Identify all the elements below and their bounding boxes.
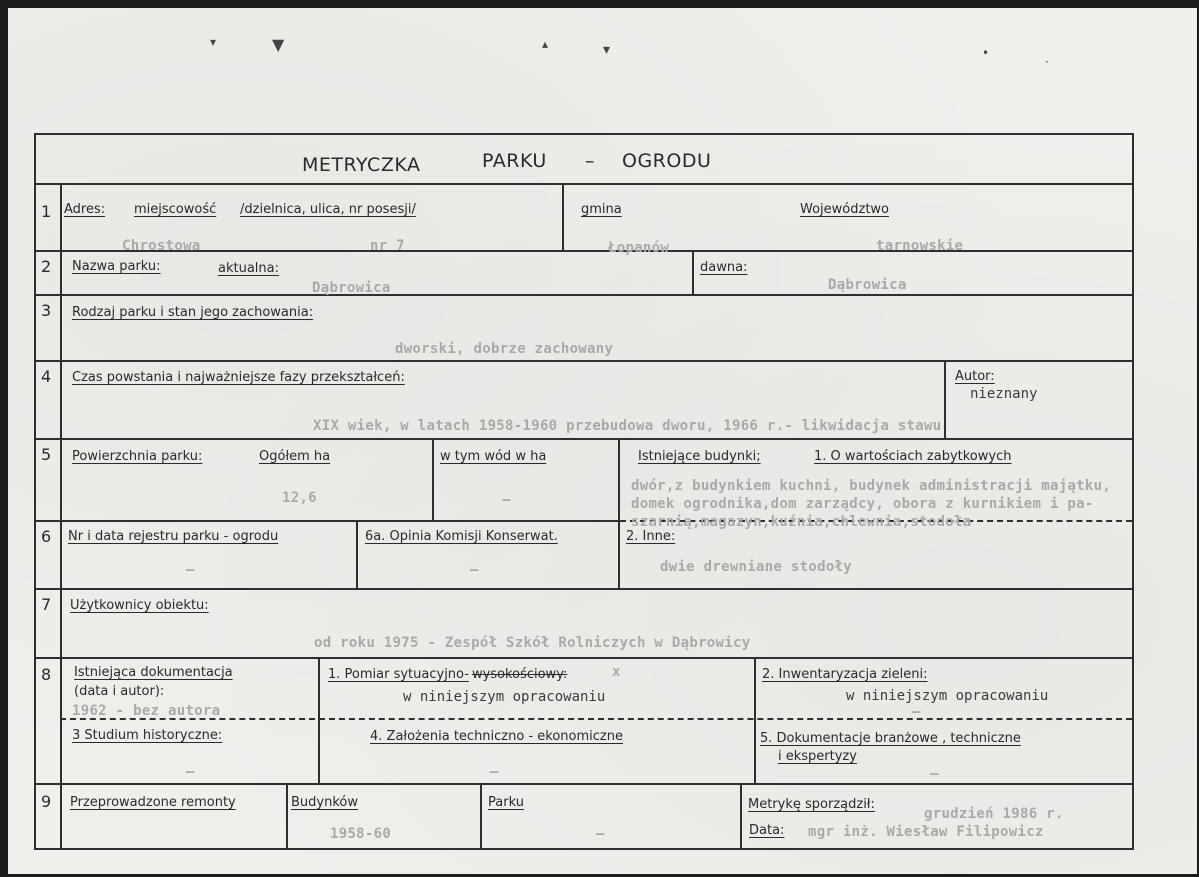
- data-value: grudzień 1986 r.: [924, 806, 1064, 822]
- col-line: [562, 183, 564, 250]
- dokumentacja-label-line2: (data i autor):: [74, 684, 165, 699]
- remonty-label: Przeprowadzone remonty: [70, 795, 236, 810]
- parku-value: –: [596, 826, 605, 842]
- dokumentacja-value: 1962 - bez autora: [72, 703, 221, 719]
- dokumentacje-label-line1: 5. Dokumentacje branżowe , techniczne: [760, 731, 1021, 746]
- data-label: Data:: [749, 823, 785, 838]
- istniejace-budynki-label: Istniejące budynki;: [638, 449, 761, 464]
- scan-mark: ▾: [603, 42, 611, 58]
- gmina-label: gmina: [581, 202, 622, 217]
- title-metryczka: METRYCZKA: [302, 154, 421, 176]
- col-line: [432, 438, 434, 520]
- parku-label: Parku: [488, 795, 524, 810]
- col-line: [740, 783, 742, 850]
- sporzadzil-value: mgr inż. Wiesław Filipowicz: [808, 824, 1044, 840]
- opinia-komisji-label: 6a. Opinia Komisji Konserwat.: [365, 529, 558, 544]
- czas-value: XIX wiek, w latach 1958-1960 przebudowa dworu, 1966 r.- likwidacja stawu: [313, 418, 942, 434]
- scan-mark: ▾: [210, 35, 217, 49]
- title-parku: PARKU: [482, 150, 547, 172]
- scan-mark: ·: [1045, 55, 1049, 69]
- row-separator: [34, 657, 1134, 659]
- scan-mark: •: [982, 46, 990, 60]
- inne-label: 2. Inne:: [626, 529, 676, 544]
- col-line: [692, 250, 694, 294]
- autor-value: nieznany: [970, 386, 1038, 402]
- scan-mark: ▴: [542, 37, 549, 51]
- powierzchnia-label: Powierzchnia parku:: [72, 449, 203, 464]
- pomiar-struck-label: wysokościowy:: [472, 667, 568, 682]
- czas-label: Czas powstania i najważniejsze fazy przekształceń:: [72, 370, 405, 385]
- rodzaj-label: Rodzaj parku i stan jego zachowania:: [72, 305, 314, 320]
- row-separator: [34, 183, 1134, 185]
- inwentaryzacja-dash: –: [912, 704, 921, 720]
- wartosci-zabytkowe-label: 1. O wartościach zabytkowych: [814, 449, 1012, 464]
- title-dash: –: [585, 150, 595, 172]
- pomiar-label: 1. Pomiar sytuacyjno-: [328, 667, 469, 682]
- w-tym-wod-value: –: [502, 492, 511, 508]
- rodzaj-value: dworski, dobrze zachowany: [395, 341, 614, 357]
- w-tym-wod-label: w tym wód w ha: [440, 449, 547, 464]
- row-number-6: 6: [41, 527, 52, 546]
- studium-value: –: [186, 764, 195, 780]
- dawna-label: dawna:: [700, 260, 748, 275]
- metryke-label: Metrykę sporządził:: [748, 797, 875, 812]
- dawna-value: Dąbrowica: [828, 277, 907, 293]
- budynki-value-line3: szarnią,magazyn,kuźnia,chlewnia,stodoła: [631, 514, 972, 530]
- row-separator: [34, 294, 1134, 296]
- aktualna-value: Dąbrowica: [312, 280, 391, 296]
- ogolem-value: 12,6: [282, 490, 317, 506]
- dashed-separator: [60, 718, 1132, 720]
- budynkow-value: 1958-60: [330, 826, 392, 842]
- rejestr-label: Nr i data rejestru parku - ogrodu: [68, 529, 279, 544]
- number-column-line: [60, 183, 62, 850]
- dokumentacja-label-line1: Istniejąca dokumentacja: [74, 665, 233, 680]
- col-line: [618, 438, 620, 588]
- col-line: [286, 783, 288, 850]
- frame-left: [34, 133, 36, 850]
- wojewodztwo-value: tarnowskie: [876, 238, 964, 254]
- title-ogrodu: OGRODU: [622, 150, 712, 172]
- opinia-value: –: [470, 562, 479, 578]
- nazwa-parku-label: Nazwa parku:: [72, 259, 161, 274]
- wojewodztwo-label: Województwo: [800, 202, 890, 217]
- autor-label: Autor:: [955, 369, 995, 384]
- budynki-value-line1: dwór,z budynkiem kuchni, budynek administracji majątku,: [631, 478, 1112, 494]
- adres-label: Adres:: [64, 202, 106, 217]
- row-separator: [34, 360, 1134, 362]
- row-separator: [34, 783, 1134, 785]
- row-number-7: 7: [41, 595, 52, 614]
- col-line: [480, 783, 482, 850]
- miejscowosc-label: miejscowość: [134, 202, 217, 217]
- dokumentacje-value: –: [930, 766, 939, 782]
- rejestr-value: –: [186, 562, 195, 578]
- aktualna-label: aktualna:: [218, 261, 279, 276]
- frame-right: [1132, 133, 1134, 850]
- row-number-2: 2: [41, 257, 52, 276]
- col-line: [944, 360, 946, 438]
- row-number-3: 3: [41, 301, 52, 320]
- col-line: [754, 657, 756, 783]
- uzytkownicy-value: od roku 1975 - Zespół Szkół Rolniczych w Dąbrowicy: [314, 635, 751, 651]
- scan-mark: ▼: [272, 35, 285, 54]
- budynkow-label: Budynków: [291, 795, 358, 810]
- frame-bottom: [34, 848, 1134, 850]
- frame-top: [34, 133, 1134, 135]
- inwentaryzacja-value: w niniejszym opracowaniu: [846, 688, 1049, 704]
- row-separator: [34, 520, 620, 522]
- uzytkownicy-label: Użytkownicy obiektu:: [70, 598, 209, 613]
- inne-value: dwie drewniane stodoły: [660, 559, 853, 575]
- pomiar-value: w niniejszym opracowaniu: [403, 689, 606, 705]
- row-number-4: 4: [41, 367, 52, 386]
- zalozenia-label: 4. Założenia techniczno - ekonomiczne: [370, 729, 623, 744]
- row-separator: [34, 438, 1134, 440]
- nr-value: nr 7: [370, 238, 405, 254]
- budynki-value-line2: domek ogrodnika,dom zarządcy, obora z kurnikiem i pa-: [631, 496, 1094, 512]
- inwentaryzacja-label: 2. Inwentaryzacja zieleni:: [762, 667, 928, 682]
- row-number-1: 1: [41, 202, 52, 221]
- row-separator: [34, 588, 1134, 590]
- studium-label: 3 Studium historyczne:: [72, 728, 223, 743]
- col-line: [356, 520, 358, 588]
- dzielnica-label: /dzielnica, ulica, nr posesji/: [240, 202, 416, 217]
- row-number-8: 8: [41, 665, 52, 684]
- row-number-9: 9: [41, 792, 52, 811]
- zalozenia-value: –: [490, 764, 499, 780]
- row-number-5: 5: [41, 445, 52, 464]
- miejscowosc-value: Chrostowa: [122, 238, 201, 254]
- col-line: [318, 657, 320, 783]
- dokumentacje-label-line2: i ekspertyzy: [778, 749, 857, 764]
- pomiar-x-mark: x: [612, 664, 621, 680]
- ogolem-label: Ogółem ha: [259, 449, 331, 464]
- gmina-value: Łopanów: [608, 240, 670, 256]
